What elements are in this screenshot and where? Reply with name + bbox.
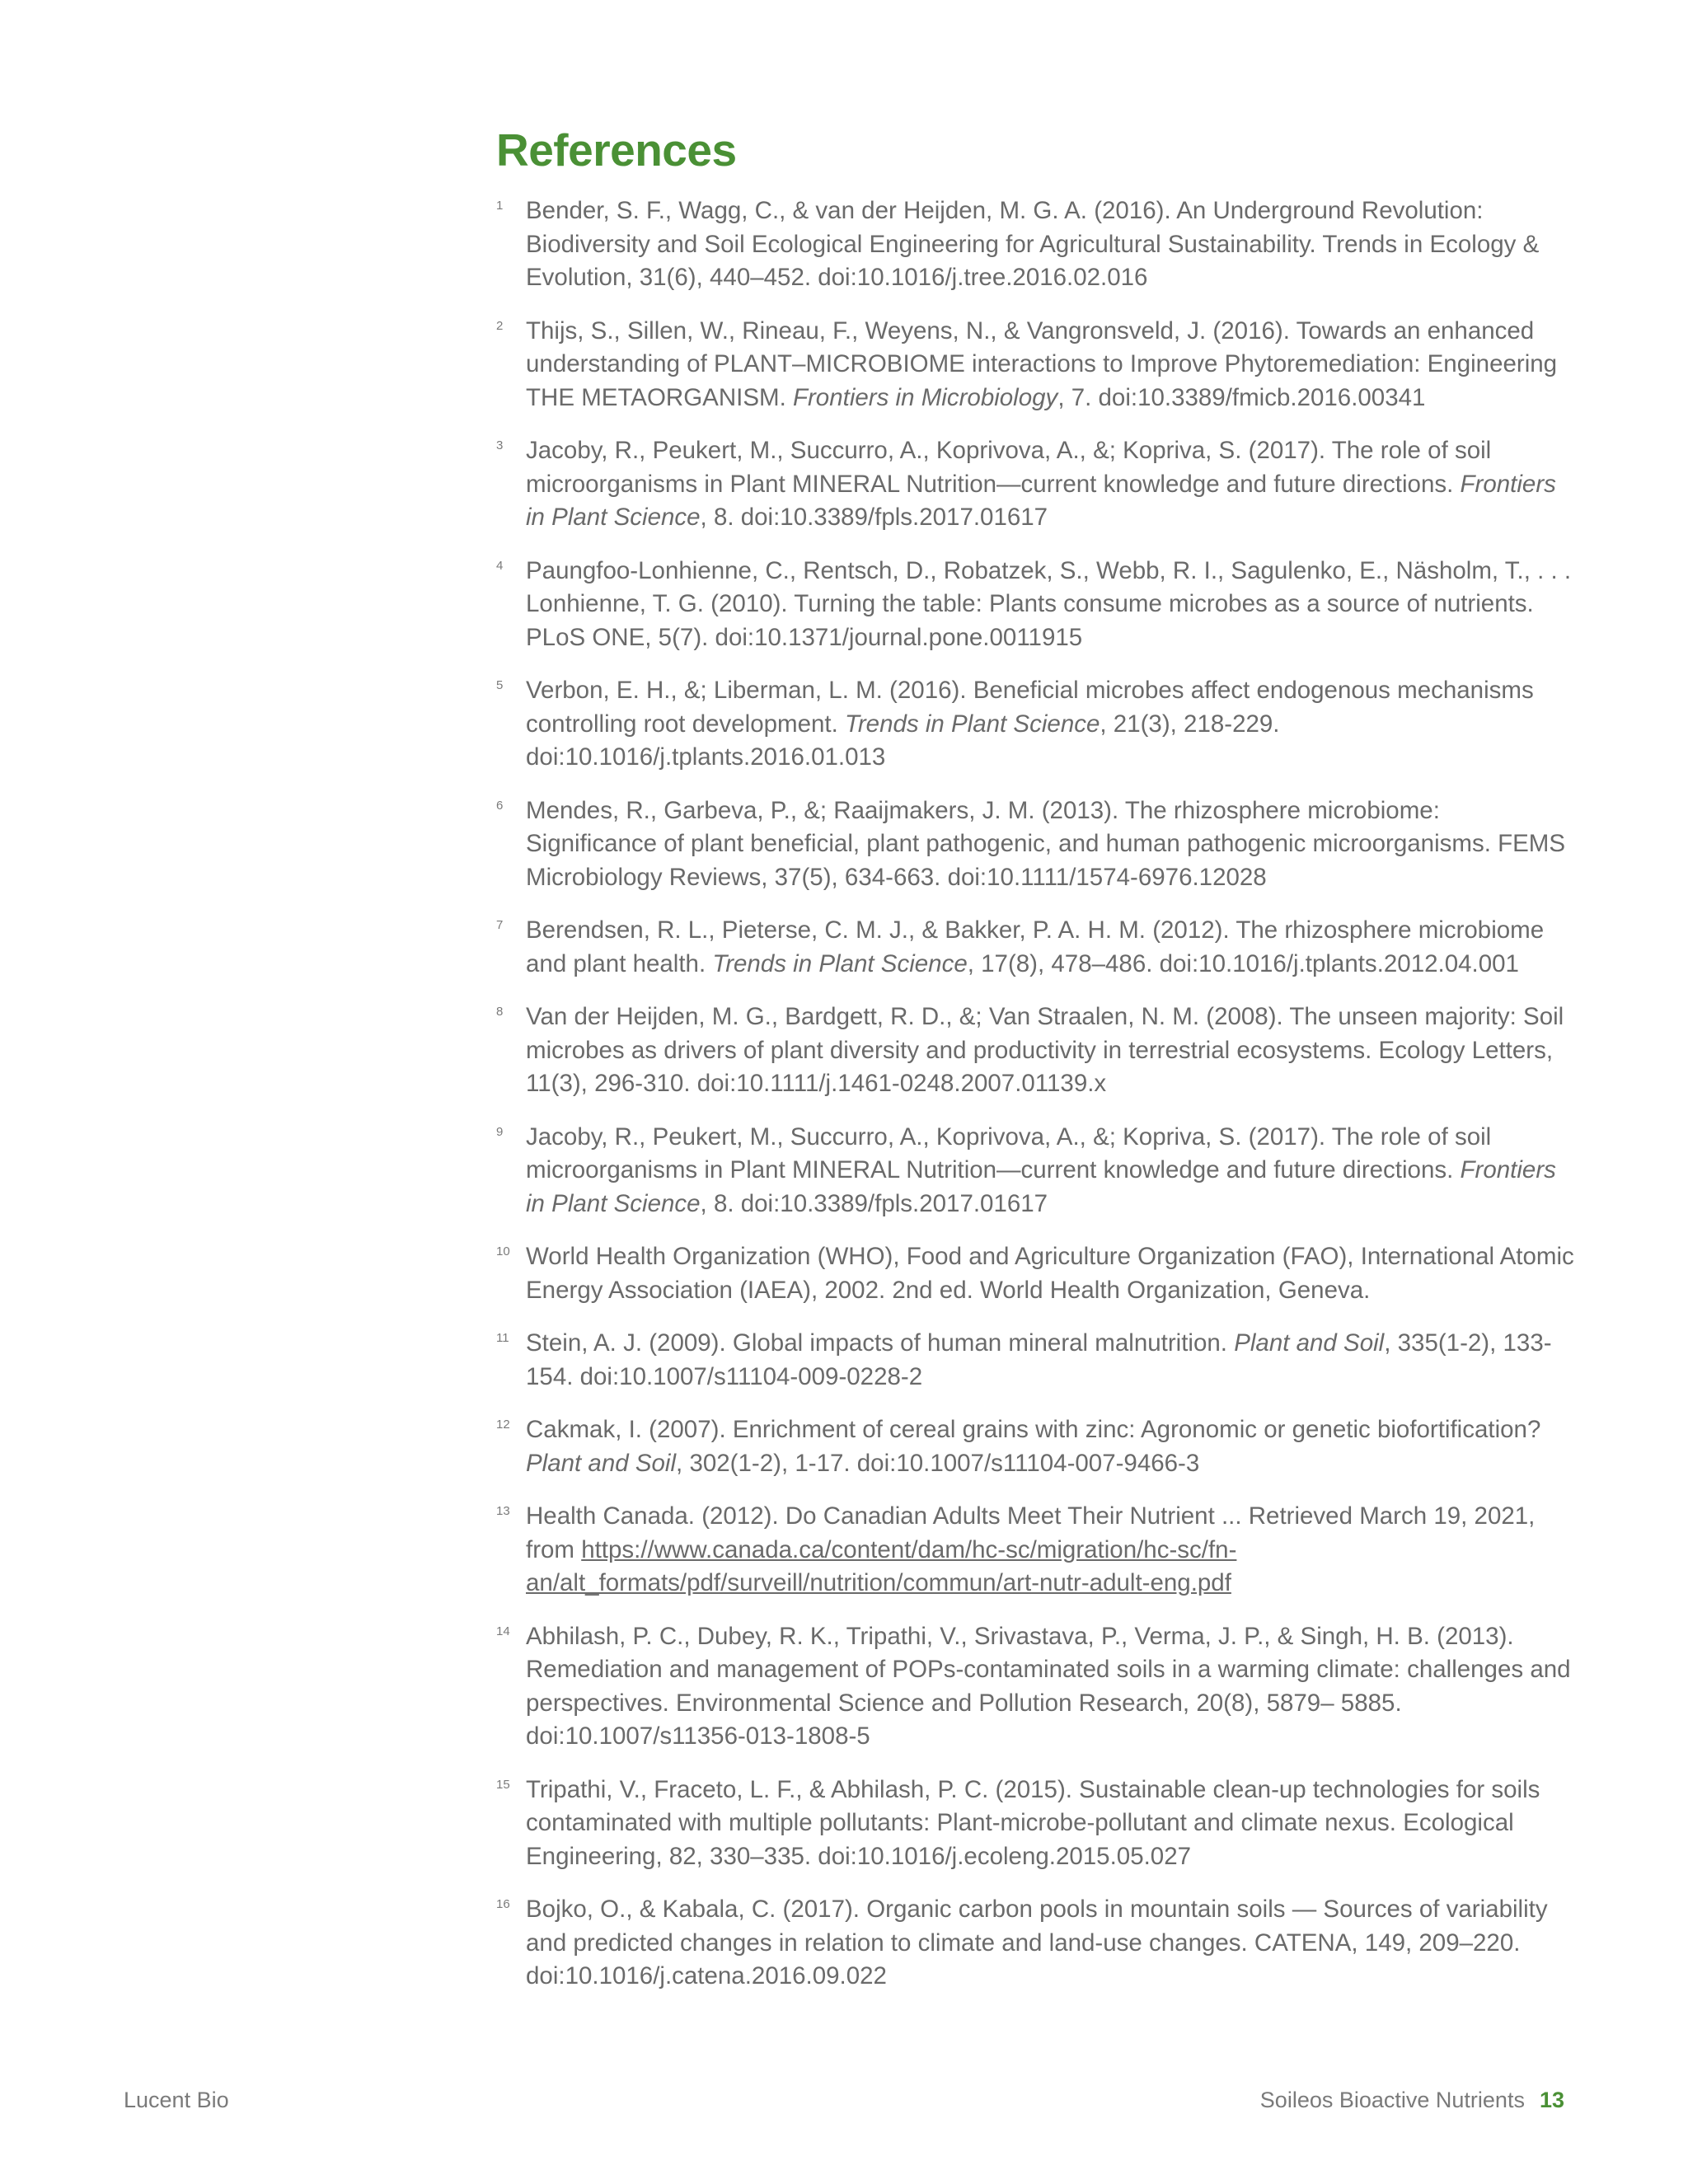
reference-item [496, 1240, 1576, 1307]
reference-number: 3 [496, 438, 504, 452]
footer-brand: Lucent Bio [124, 2088, 229, 2112]
reference-segment: World Health Organization (WHO), Food and Agriculture Organization (FAO), International Atomic Energy Association (IAEA), 2002. 2nd ed. World Health Organization, Geneva. [526, 1243, 1574, 1304]
reference-text [526, 1776, 1540, 1870]
reference-segment: , 8. doi:10.3389/fpls.2017.01617 [700, 504, 1048, 531]
reference-number: 9 [496, 1124, 504, 1139]
reference-segment: , 8. doi:10.3389/fpls.2017.01617 [700, 1189, 1048, 1217]
reference-text [526, 1502, 1535, 1596]
reference-segment: Verbon, E. H., &; Liberman, L. M. (2016). Beneficial microbes affect endogenous mechanisms controlling root development. [526, 677, 1534, 738]
reference-item [496, 1327, 1576, 1394]
reference-text [526, 1123, 1556, 1217]
journal-title: Trends in Plant Science [845, 710, 1100, 738]
reference-item [496, 1893, 1576, 1994]
reference-segment: , 7. doi:10.3389/fmicb.2016.00341 [1057, 383, 1426, 411]
reference-text [526, 1003, 1564, 1097]
reference-item [496, 794, 1576, 895]
reference-segment: , 21(3), 218-229. doi:10.1016/j.tplants.2016.01.013 [526, 710, 1280, 771]
reference-segment: Tripathi, V., Fraceto, L. F., & Abhilash, P. C. (2015). Sustainable clean-up technologies for soils contaminated with multiple pollutants: Plant-microbe-pollutant and climate nexus. Ecological Engineering, 82, 330–335. doi:10.1016/j.ecoleng.2015.05.027 [526, 1775, 1540, 1870]
reference-number: 13 [496, 1504, 510, 1518]
reference-item [496, 194, 1576, 295]
reference-item [496, 1620, 1576, 1754]
reference-number: 4 [496, 558, 504, 573]
reference-item [496, 1121, 1576, 1221]
reference-text [526, 1243, 1574, 1304]
journal-title: Frontiers in Microbiology [792, 383, 1058, 411]
reference-segment: Jacoby, R., Peukert, M., Succurro, A., Koprivova, A., &; Kopriva, S. (2017). The role of soil microorganisms in Plant MINERAL Nutrition—current knowledge and future directions. [526, 1122, 1492, 1183]
page-number: 13 [1539, 2088, 1564, 2112]
reference-text [526, 1896, 1548, 1990]
reference-number: 11 [496, 1331, 509, 1345]
reference-segment: , 335(1-2), 133- 154. doi:10.1007/s11104-009-0228-2 [526, 1329, 1552, 1390]
reference-number: 12 [496, 1418, 510, 1432]
references-section [496, 124, 1576, 2013]
reference-text [526, 197, 1539, 291]
reference-number: 2 [496, 318, 504, 333]
reference-segment: Health Canada. (2012). Do Canadian Adults Meet Their Nutrient ... Retrieved March 19, 2021, from [526, 1502, 1536, 1563]
journal-title: Plant and Soil [526, 1449, 677, 1477]
reference-text [526, 677, 1534, 771]
reference-text [526, 557, 1571, 651]
reference-segment: Mendes, R., Garbeva, P., &; Raaijmakers, J. M. (2013). The rhizosphere microbiome: Significance of plant beneficial, plant pathogenic, and human pathogenic microorganisms. FEMS Microbiology Reviews, 37(5), 634-663. doi:10.1111/1574-6976.12028 [526, 796, 1566, 891]
reference-item [496, 1413, 1576, 1480]
footer-right [1260, 2088, 1564, 2113]
reference-link[interactable]: https://www.canada.ca/content/dam/hc-sc/migration/hc-sc/fn-an/alt_formats/pdf/surveill/nutrition/commun/art-nutr-adult-eng.pdf [526, 1535, 1237, 1596]
reference-text [526, 916, 1544, 977]
reference-list [496, 194, 1576, 1994]
reference-text [526, 1623, 1571, 1750]
reference-segment: Bender, S. F., Wagg, C., & van der Heijden, M. G. A. (2016). An Underground Revolution: Biodiversity and Soil Ecological Engineering for Agricultural Sustainability. Trends in Ecology & Evolution, 31(6), 440–452. doi:10.1016/j.tree.2016.02.016 [526, 197, 1540, 291]
reference-segment: Stein, A. J. (2009). Global impacts of human mineral malnutrition. [526, 1329, 1235, 1357]
reference-segment: Berendsen, R. L., Pieterse, C. M. J., & Bakker, P. A. H. M. (2012). The rhizosphere microbiome and plant health. [526, 916, 1545, 977]
reference-number: 10 [496, 1244, 510, 1258]
reference-text [526, 797, 1565, 891]
reference-number: 16 [496, 1897, 510, 1911]
footer-document-title: Soileos Bioactive Nutrients [1259, 2088, 1525, 2112]
reference-segment: Thijs, S., Sillen, W., Rineau, F., Weyens, N., & Vangronsveld, J. (2016). Towards an enhanced understanding of PLANT–MICROBIOME interactions to Improve Phytoremediation: Engineering THE METAORGANISM. [526, 316, 1558, 411]
reference-item [496, 1774, 1576, 1874]
reference-item [496, 555, 1576, 655]
reference-number: 15 [496, 1777, 510, 1792]
reference-number: 5 [496, 678, 504, 692]
reference-segment: , 302(1-2), 1-17. doi:10.1007/s11104-007-9466-3 [676, 1449, 1200, 1477]
reference-text [526, 437, 1556, 531]
reference-number: 14 [496, 1624, 510, 1638]
reference-segment: , 17(8), 478–486. doi:10.1016/j.tplants.2012.04.001 [967, 949, 1519, 977]
reference-item [496, 914, 1576, 981]
reference-text [526, 1329, 1552, 1390]
reference-number: 6 [496, 798, 504, 813]
journal-title: Trends in Plant Science [712, 949, 968, 977]
reference-text [526, 317, 1557, 411]
reference-segment: Jacoby, R., Peukert, M., Succurro, A., Koprivova, A., &; Kopriva, S. (2017). The role of soil microorganisms in Plant MINERAL Nutrition—current knowledge and future directions. [526, 437, 1492, 498]
reference-segment: Bojko, O., & Kabala, C. (2017). Organic carbon pools in mountain soils — Sources of variability and predicted changes in relation to climate and land-use changes. CATENA, 149, 209–220. doi:10.1016/j.catena.2016.09.022 [526, 1896, 1548, 1990]
journal-title: Frontiers in Plant Science [526, 470, 1556, 531]
reference-number: 8 [496, 1005, 504, 1019]
page-title: References [496, 124, 737, 176]
reference-text [526, 1416, 1540, 1477]
reference-segment: Paungfoo-Lonhienne, C., Rentsch, D., Robatzek, S., Webb, R. I., Sagulenko, E., Näsholm, T., . . . Lonhienne, T. G. (2010). Turning the table: Plants consume microbes as a source of nutrients. PLoS ONE, 5(7). doi:10.1371/journal.pone.0011915 [526, 556, 1572, 651]
reference-number: 7 [496, 918, 504, 932]
journal-title: Frontiers in Plant Science [526, 1156, 1556, 1217]
reference-segment: Van der Heijden, M. G., Bardgett, R. D., &; Van Straalen, N. M. (2008). The unseen majority: Soil microbes as drivers of plant diversity and productivity in terrestrial ecosystems. Ecology Letters, 11(3), 296-310. doi:10.1111/j.1461-0248.2007.01139.x [526, 1003, 1564, 1097]
reference-item [496, 674, 1576, 775]
reference-item [496, 315, 1576, 415]
reference-item [496, 1500, 1576, 1601]
reference-item [496, 434, 1576, 535]
reference-number: 1 [496, 199, 504, 213]
reference-segment: Abhilash, P. C., Dubey, R. K., Tripathi, V., Srivastava, P., Verma, J. P., & Singh, H. B. (2013). Remediation and management of POPs-contaminated soils in a warming climate: challenges and perspectives. Environmental Science and Pollution Research, 20(8), 5879– 5885. doi:10.1007/s11356-013-1808-5 [526, 1622, 1571, 1750]
reference-segment: Cakmak, I. (2007). Enrichment of cereal grains with zinc: Agronomic or genetic biofortification? [526, 1416, 1541, 1443]
reference-item [496, 1001, 1576, 1101]
journal-title: Plant and Soil [1234, 1329, 1385, 1357]
